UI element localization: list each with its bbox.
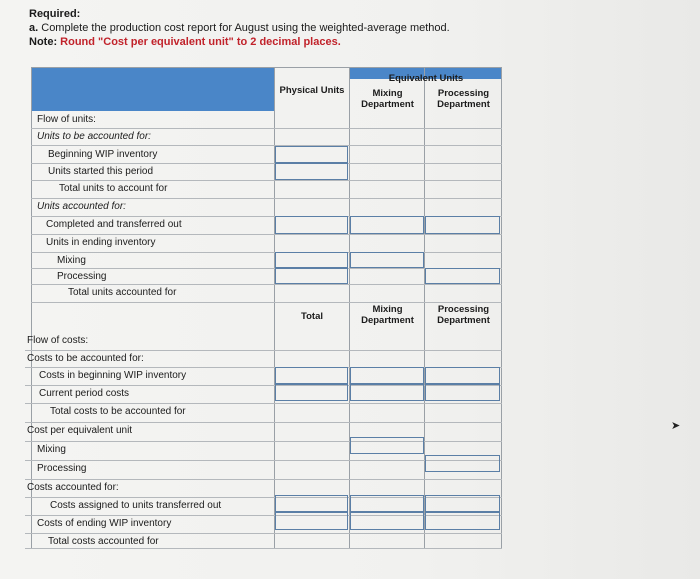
costs-row-label: Costs accounted for: [27, 482, 119, 493]
current-cost-total-input[interactable] [275, 384, 348, 401]
ending-wip-cost-processing-input[interactable] [425, 512, 500, 530]
ending-processing-physical-input[interactable] [275, 268, 348, 284]
eq-mixing-label: Mixing [372, 88, 403, 99]
completed-physical-input[interactable] [275, 216, 348, 234]
costs-total-header: Total [301, 311, 323, 322]
beginning-wip-cost-processing-input[interactable] [425, 367, 500, 384]
note-text: Round "Cost per equivalent unit" to 2 decimal places. [60, 36, 341, 48]
required-heading: Required: [29, 8, 81, 20]
costs-row-label: Mixing [37, 444, 66, 455]
transferred-out-processing-input[interactable] [425, 495, 500, 512]
ending-processing-eu-input[interactable] [425, 268, 500, 284]
table-top-line [31, 67, 502, 68]
cost-per-eu-mixing-input[interactable] [350, 437, 424, 454]
ending-wip-cost-mixing-input[interactable] [350, 512, 424, 530]
costs-row-label: Costs to be accounted for: [27, 353, 144, 364]
units-row-label: Processing [57, 271, 107, 282]
physical-units-header: Physical Units [279, 85, 345, 96]
units-row-label: Units started this period [48, 166, 154, 177]
units-row-label: Total units to account for [59, 183, 168, 194]
cost-mixing-dept-label: Department [361, 315, 414, 326]
ending-mixing-physical-input[interactable] [275, 252, 348, 268]
cost-per-eu-processing-input[interactable] [425, 455, 500, 472]
costs-row-label: Cost per equivalent unit [27, 425, 133, 436]
cost-mixing-label: Mixing [372, 304, 403, 315]
units-row-label: Completed and transferred out [46, 219, 182, 230]
eq-processing-dept-label: Department [437, 99, 490, 110]
beginning-wip-physical-input[interactable] [275, 146, 348, 163]
costs-row-label: Costs of ending WIP inventory [37, 518, 172, 529]
costs-row-label: Total costs accounted for [48, 536, 159, 547]
ending-mixing-eu-input[interactable] [350, 252, 424, 268]
ending-wip-cost-total-input[interactable] [275, 512, 348, 530]
units-row-label: Total units accounted for [68, 287, 177, 298]
units-row-label: Beginning WIP inventory [48, 149, 158, 160]
costs-row [25, 332, 502, 351]
costs-row-label: Current period costs [39, 388, 130, 399]
units-row-label: Units accounted for: [37, 201, 126, 212]
units-row-label: Flow of units: [37, 114, 96, 125]
note-prefix: Note: [29, 36, 58, 48]
part-a-prefix: a. [29, 22, 39, 34]
part-a-text: Complete the production cost report for August using the weighted-average method. [41, 22, 450, 34]
equivalent-units-header: Equivalent Units [388, 73, 464, 84]
transferred-out-mixing-input[interactable] [350, 495, 424, 512]
completed-mixing-eu-input[interactable] [350, 216, 424, 234]
units-row [31, 111, 502, 129]
equivalent-units-mixing-header [350, 88, 425, 110]
current-cost-mixing-input[interactable] [350, 384, 424, 401]
cost-processing-label: Processing [437, 304, 490, 315]
transferred-out-total-input[interactable] [275, 495, 348, 512]
units-row-label: Mixing [57, 255, 86, 266]
current-cost-processing-input[interactable] [425, 384, 500, 401]
cost-processing-dept-label: Department [437, 315, 490, 326]
equivalent-units-processing-header [425, 88, 502, 110]
beginning-wip-cost-mixing-input[interactable] [350, 367, 424, 384]
units-row-label: Units to be accounted for: [37, 131, 151, 142]
units-started-physical-input[interactable] [275, 163, 348, 180]
costs-row-label: Costs assigned to units transferred out [50, 500, 222, 511]
costs-processing-header [425, 304, 502, 326]
costs-row-label: Processing [37, 463, 87, 474]
units-row-label: Units in ending inventory [46, 237, 156, 248]
eq-processing-label: Processing [437, 88, 490, 99]
units-row [31, 252, 502, 269]
eq-mixing-dept-label: Department [361, 99, 414, 110]
costs-row-label: Flow of costs: [27, 335, 89, 346]
mouse-pointer-icon: ➤ [671, 420, 681, 432]
beginning-wip-cost-total-input[interactable] [275, 367, 348, 384]
part-a-instruction [29, 22, 450, 34]
costs-row-label: Total costs to be accounted for [50, 406, 186, 417]
completed-processing-eu-input[interactable] [425, 216, 500, 234]
rounding-note [29, 36, 341, 48]
costs-mixing-header [350, 304, 425, 326]
costs-row-label: Costs in beginning WIP inventory [39, 370, 187, 381]
units-header-fill [31, 67, 275, 111]
